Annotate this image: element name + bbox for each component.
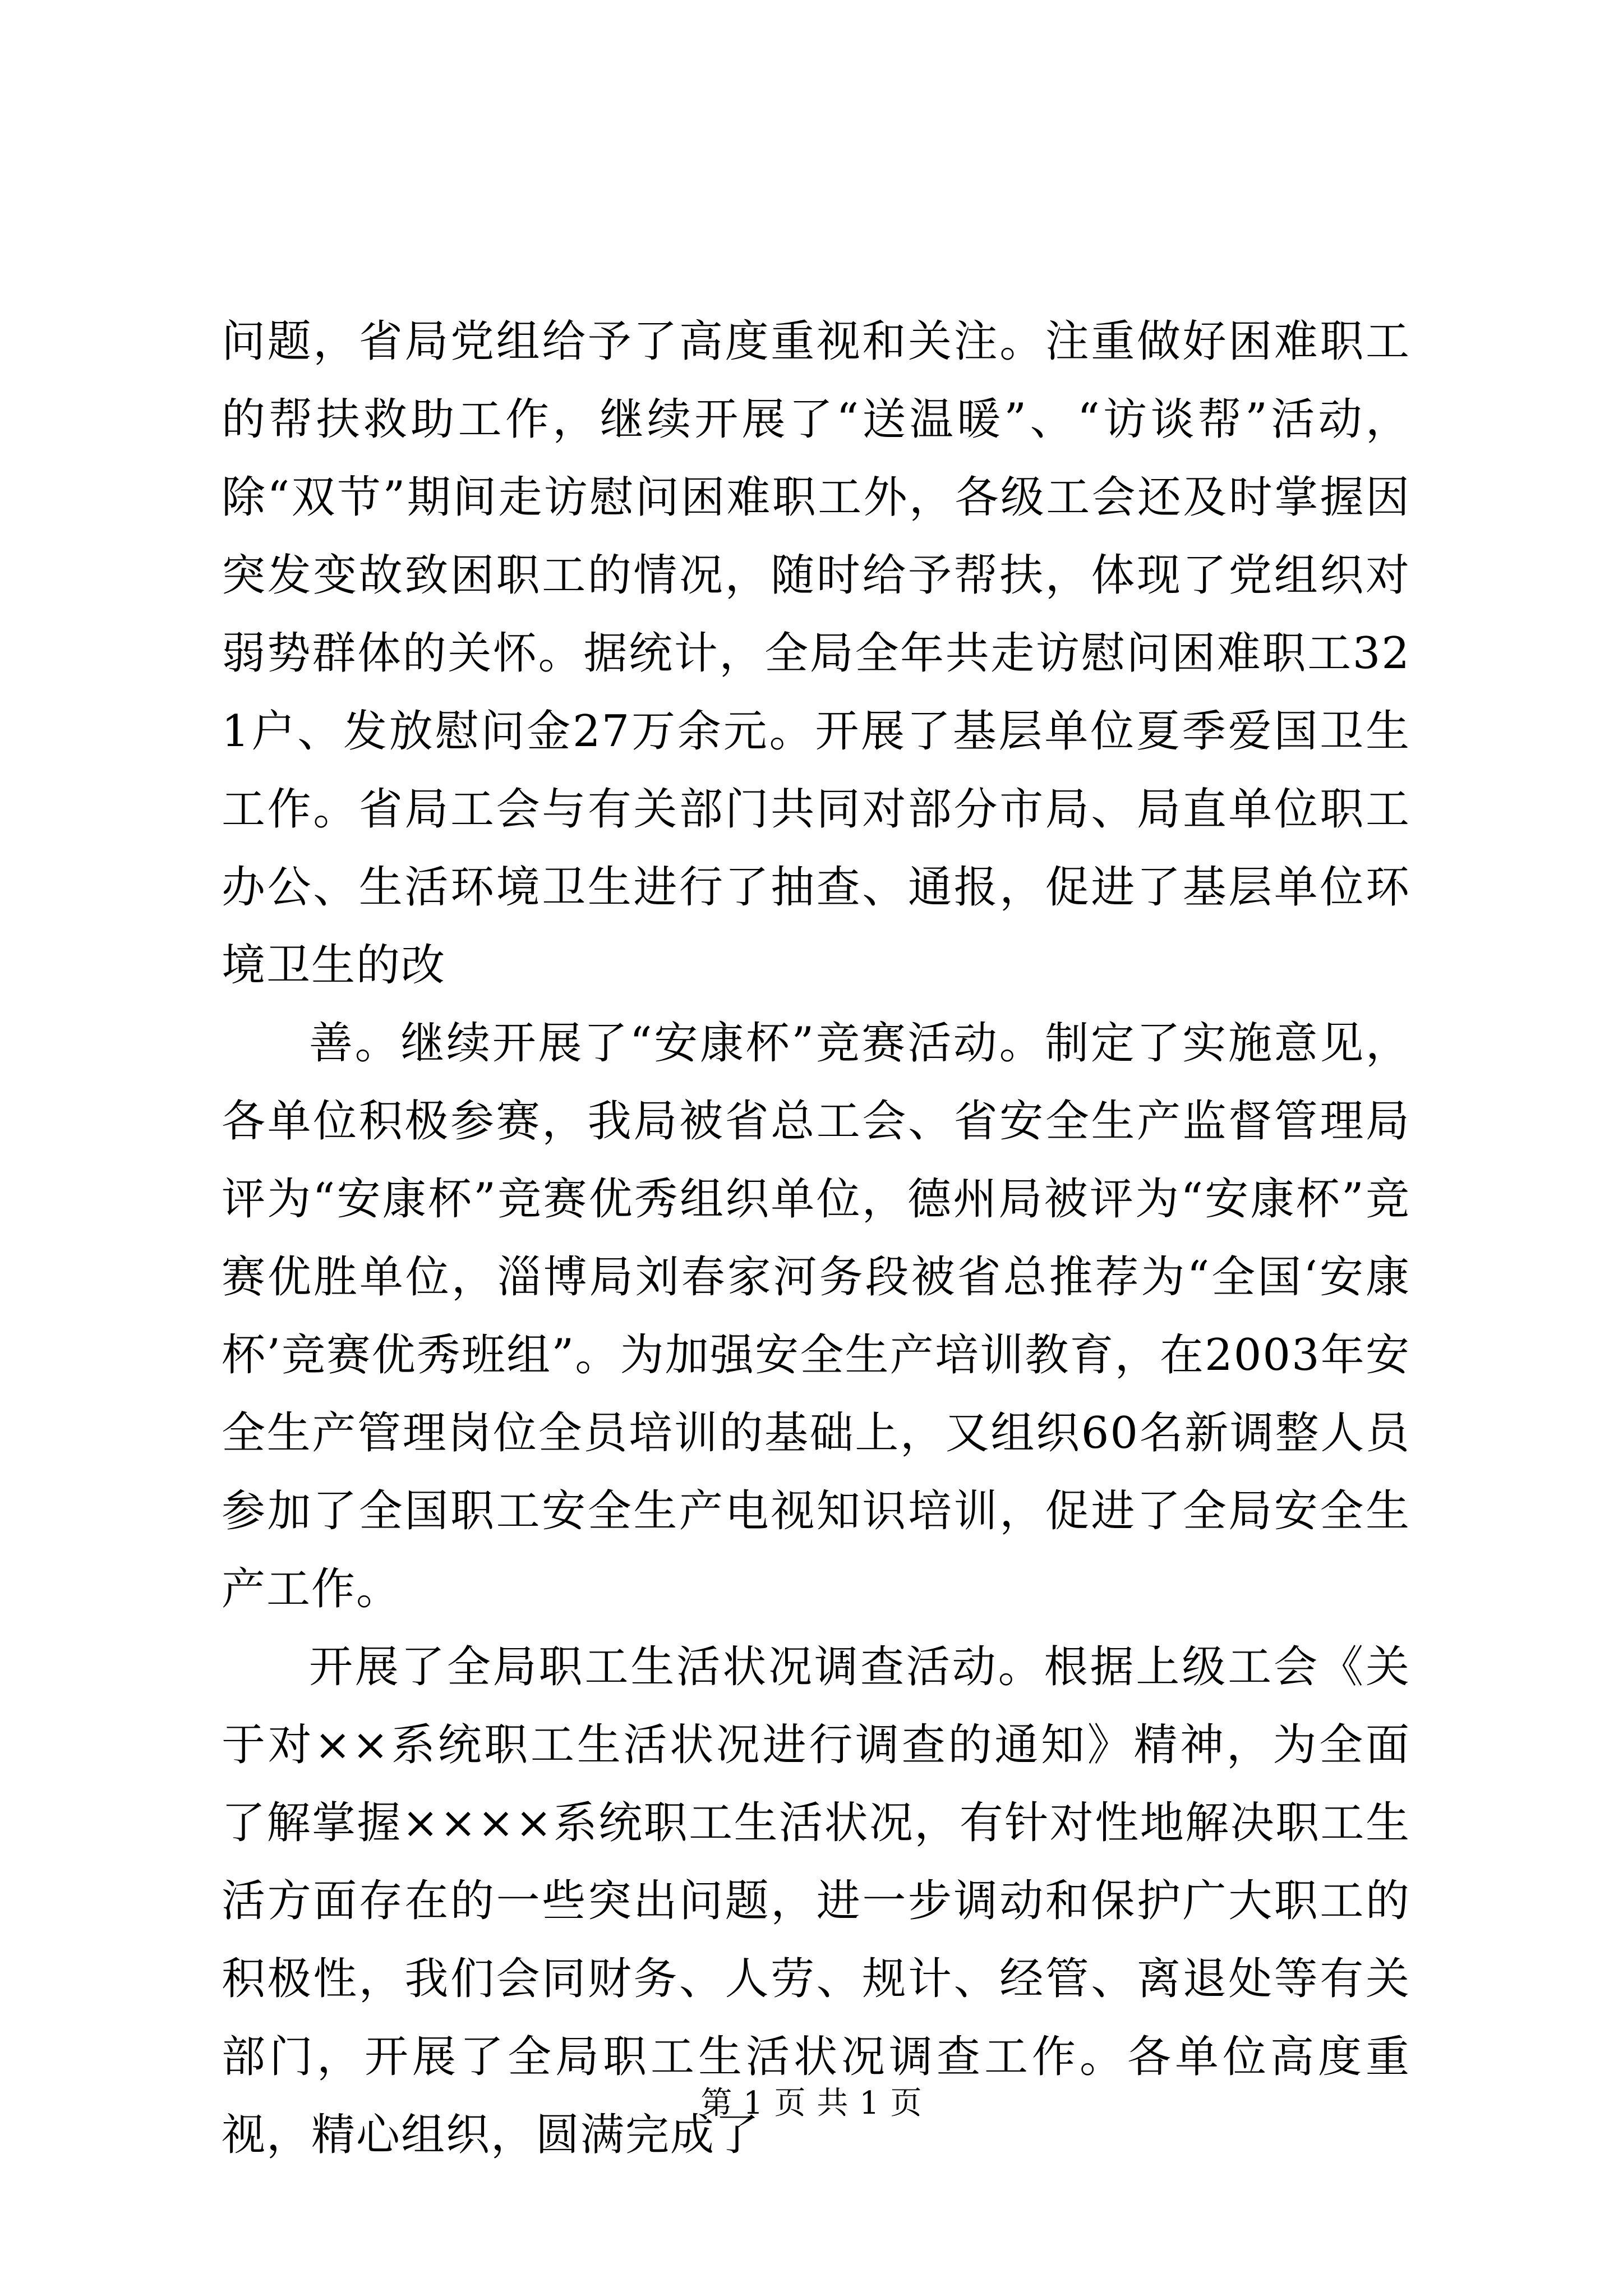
document-body xyxy=(222,303,1410,2174)
paragraph-2: 善。继续开展了“安康杯”竞赛活动。制定了实施意见，各单位积极参赛，我局被省总工会、省安全生产监督管理局评为“安康杯”竞赛优秀组织单位，德州局被评为“安康杯”竞赛优胜单位，淄博局刘春家河务段被省总推荐为“全国‘安康杯’竞赛优秀班组”。为加强安全生产培训教育，在2003年安全生产管理岗位全员培训的基础上，又组织60名新调整人员参加了全国职工安全生产电视知识培训，促进了全局安全生产工作。 xyxy=(222,1018,1410,1614)
paragraph-1: 问题，省局党组给予了高度重视和关注。注重做好困难职工的帮扶救助工作，继续开展了“送温暖”、“访谈帮”活动，除“双节”期间走访慰问困难职工外，各级工会还及时掌握因突发变故致困职工的情况，随时给予帮扶，体现了党组织对弱势群体的关怀。据统计，全局全年共走访慰问困难职工321户、发放慰问金27万余元。开展了基层单位夏季爱国卫生工作。省局工会与有关部门共同对部分市局、局直单位职工办公、生活环境卫生进行了抽查、通报，促进了基层单位环境卫生的改 xyxy=(222,316,1410,991)
paragraph-3: 开展了全局职工生活状况调查活动。根据上级工会《关于对××系统职工生活状况进行调查的通知》精神，为全面了解掌握××××系统职工生活状况，有针对性地解决职工生活方面存在的一些突出问题，进一步调动和保护广大职工的积极性，我们会同财务、人劳、规计、经管、离退处等有关部门，开展了全局职工生活状况调查工作。各单位高度重视，精心组织，圆满完成了 xyxy=(222,1642,1410,2160)
page-footer: 第 1 页 共 1 页 xyxy=(700,2085,923,2122)
